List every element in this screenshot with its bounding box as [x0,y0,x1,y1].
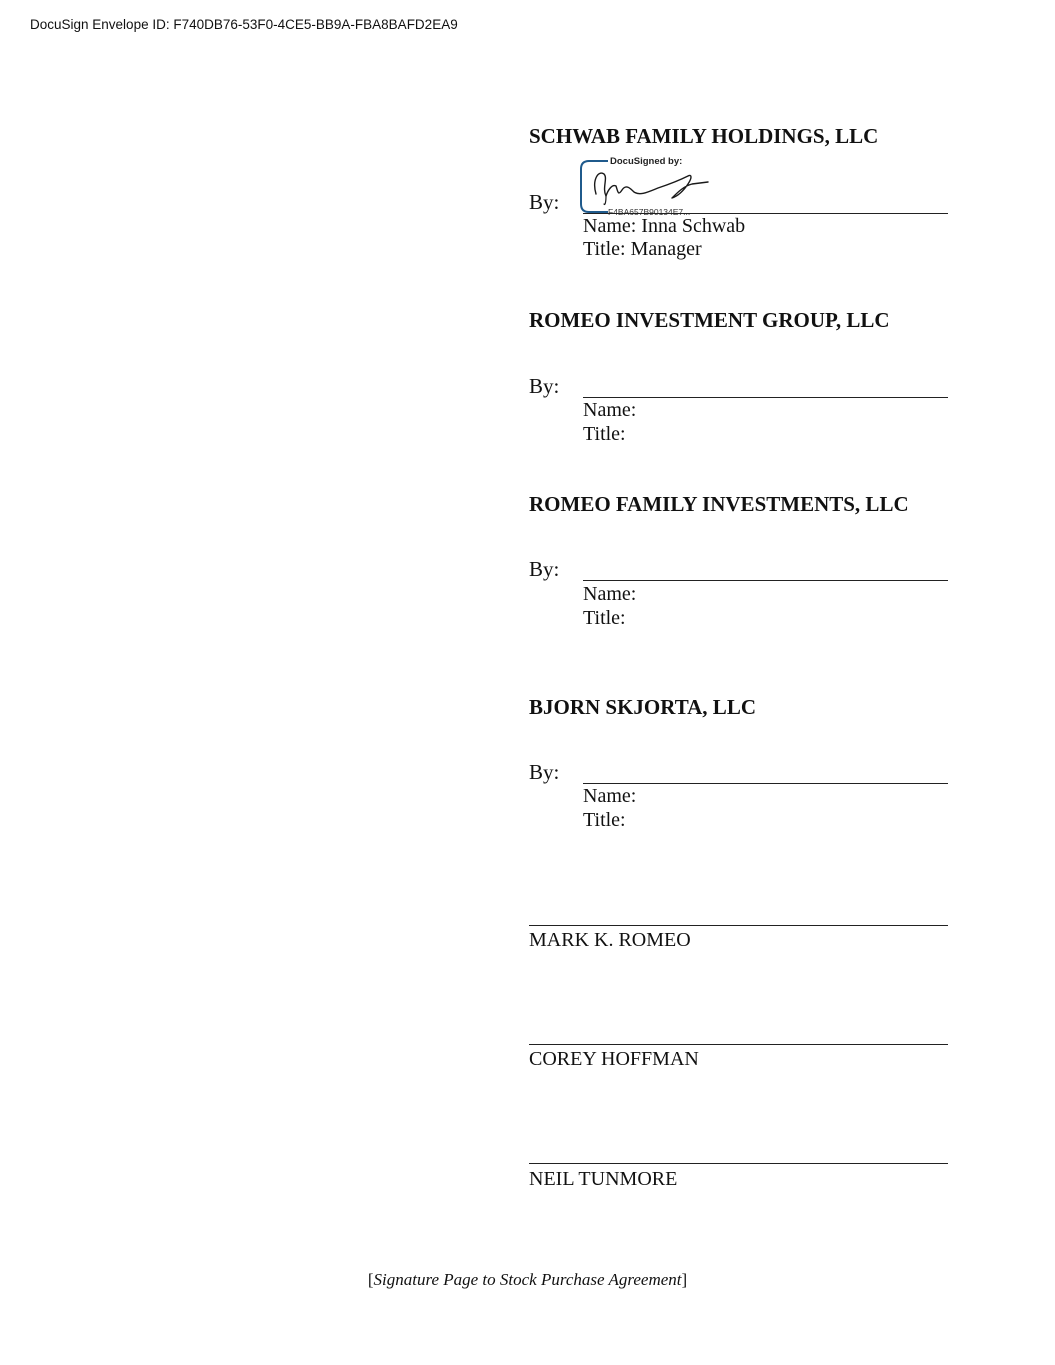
signer-name-neil-tunmore: NEIL TUNMORE [529,1168,678,1190]
title-field: Title: [583,809,626,831]
footer-text: Signature Page to Stock Purchase Agreement [373,1270,682,1289]
entity-name-romeo-family-investments: ROMEO FAMILY INVESTMENTS, LLC [529,492,909,516]
signature-line[interactable] [583,397,948,398]
name-field: Name: [583,583,637,605]
page-footer [0,1270,1055,1290]
signature-line-neil-tunmore[interactable] [529,1163,948,1164]
signature-line [583,213,948,214]
envelope-id: DocuSign Envelope ID: F740DB76-53F0-4CE5-BB9A-FBA8BAFD2EA9 [30,17,458,32]
name-field: Name: Inna Schwab [583,215,746,237]
footer-close-bracket: ] [681,1270,688,1289]
by-label: By: [529,760,560,784]
title-field: Title: [583,423,626,445]
entity-name-romeo-investment-group: ROMEO INVESTMENT GROUP, LLC [529,308,890,332]
by-label: By: [529,190,560,214]
by-label: By: [529,557,560,581]
name-field: Name: [583,785,637,807]
entity-name-bjorn-skjorta: BJORN SKJORTA, LLC [529,695,756,719]
signature-line-corey-hoffman[interactable] [529,1044,948,1045]
handwritten-signature [588,166,713,208]
signature-line[interactable] [583,783,948,784]
footer-open-bracket: [ [367,1270,374,1289]
docusign-stamp-header: DocuSigned by: [610,156,683,167]
entity-name-schwab: SCHWAB FAMILY HOLDINGS, LLC [529,124,879,148]
signer-name-mark-romeo: MARK K. ROMEO [529,929,691,951]
by-label: By: [529,374,560,398]
name-field: Name: [583,399,637,421]
docusign-signer-id: F4BA657B90134E7... [608,207,691,217]
signer-name-corey-hoffman: COREY HOFFMAN [529,1048,699,1070]
signature-line[interactable] [583,580,948,581]
signature-line-mark-romeo[interactable] [529,925,948,926]
title-field: Title: [583,607,626,629]
title-field: Title: Manager [583,238,702,260]
